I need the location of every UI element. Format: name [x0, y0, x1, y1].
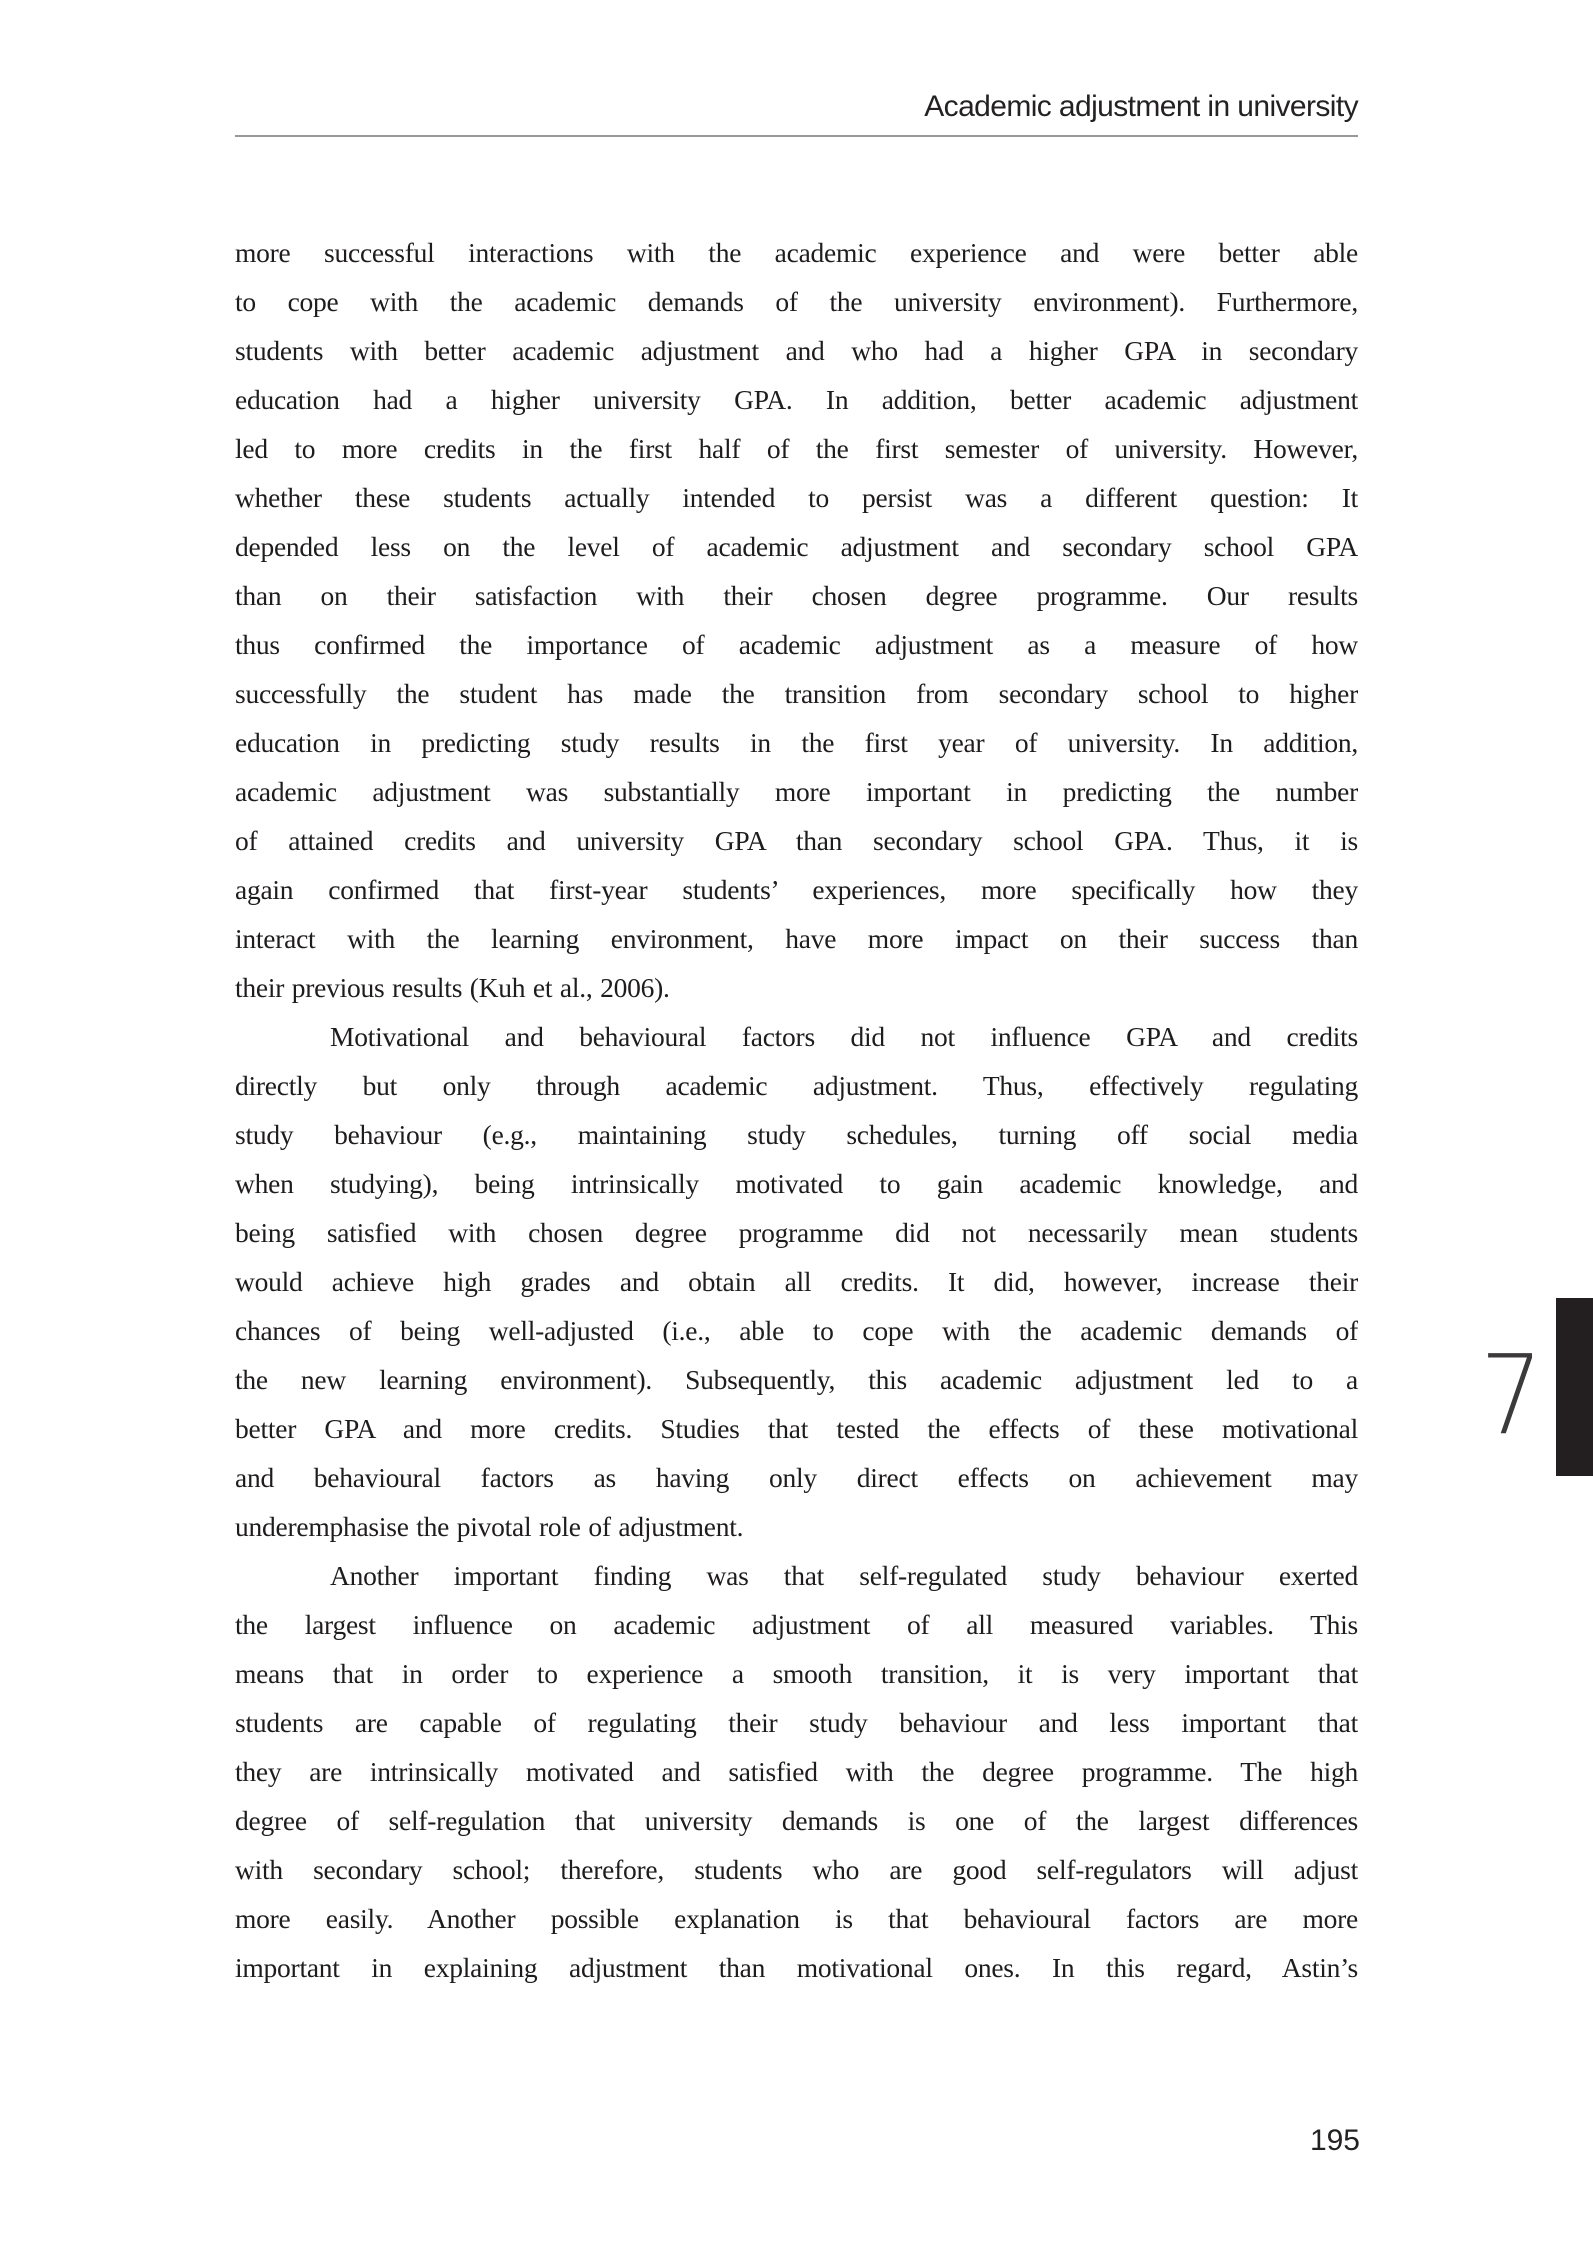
page-number: 195 — [1309, 2124, 1360, 2157]
body-line: the new learning environment). Subsequently, this academic adjustment led to a — [235, 1364, 1358, 1395]
body-line: underemphasise the pivotal role of adjustment. — [235, 1511, 744, 1542]
body-line: more successful interactions with the academic experience and were better able — [235, 237, 1358, 268]
body-line: directly but only through academic adjustment. Thus, effectively regulating — [235, 1070, 1358, 1101]
body-line: led to more credits in the first half of the first semester of university. However, — [235, 433, 1358, 464]
body-line: students are capable of regulating their study behaviour and less important that — [235, 1707, 1358, 1738]
body-line: education in predicting study results in the first year of university. In addition, — [235, 727, 1358, 758]
body-line: of attained credits and university GPA than secondary school GPA. Thus, it is — [235, 825, 1358, 856]
body-line: they are intrinsically motivated and satisfied with the degree programme. The high — [235, 1756, 1358, 1787]
header-rule — [235, 135, 1358, 137]
body-line: study behaviour (e.g., maintaining study schedules, turning off social media — [235, 1119, 1358, 1150]
body-line: with secondary school; therefore, students who are good self-regulators will adjust — [235, 1854, 1358, 1885]
body-line: interact with the learning environment, have more impact on their success than — [235, 923, 1358, 954]
body-line: means that in order to experience a smooth transition, it is very important that — [235, 1658, 1358, 1689]
paragraph — [235, 1012, 1358, 1551]
body-line: depended less on the level of academic adjustment and secondary school GPA — [235, 531, 1358, 562]
body-line: than on their satisfaction with their chosen degree programme. Our results — [235, 580, 1358, 611]
running-head: Academic adjustment in university — [924, 90, 1358, 123]
body-line: their previous results (Kuh et al., 2006). — [235, 972, 670, 1003]
body-line: Another important finding was that self-regulated study behaviour exerted — [330, 1560, 1358, 1591]
body-line: education had a higher university GPA. In addition, better academic adjustment — [235, 384, 1358, 415]
body-line: and behavioural factors as having only direct effects on achievement may — [235, 1462, 1358, 1493]
paragraph — [235, 1551, 1358, 1992]
body-line: when studying), being intrinsically motivated to gain academic knowledge, and — [235, 1168, 1358, 1199]
body-line: Motivational and behavioural factors did not influence GPA and credits — [330, 1021, 1358, 1052]
body-line: degree of self-regulation that university demands is one of the largest differences — [235, 1805, 1358, 1836]
body-line: better GPA and more credits. Studies that tested the effects of these motivational — [235, 1413, 1358, 1444]
body-line: would achieve high grades and obtain all credits. It did, however, increase their — [235, 1266, 1358, 1297]
body-text — [235, 228, 1358, 1992]
chapter-tab-block — [1556, 1298, 1593, 1476]
body-line: successfully the student has made the transition from secondary school to higher — [235, 678, 1358, 709]
body-line: again confirmed that first-year students’ experiences, more specifically how they — [235, 874, 1358, 905]
body-line: chances of being well-adjusted (i.e., able to cope with the academic demands of — [235, 1315, 1358, 1346]
body-line: to cope with the academic demands of the university environment). Furthermore, — [235, 286, 1358, 317]
body-line: thus confirmed the importance of academic adjustment as a measure of how — [235, 629, 1358, 660]
chapter-number: 7 — [1480, 1331, 1543, 1459]
body-line: the largest influence on academic adjustment of all measured variables. This — [235, 1609, 1358, 1640]
body-line: more easily. Another possible explanation is that behavioural factors are more — [235, 1903, 1358, 1934]
paragraph — [235, 228, 1358, 1012]
body-line: students with better academic adjustment and who had a higher GPA in secondary — [235, 335, 1358, 366]
body-line: academic adjustment was substantially more important in predicting the number — [235, 776, 1358, 807]
body-line: important in explaining adjustment than motivational ones. In this regard, Astin’s — [235, 1952, 1358, 1983]
body-line: being satisfied with chosen degree programme did not necessarily mean students — [235, 1217, 1358, 1248]
body-line: whether these students actually intended to persist was a different question: It — [235, 482, 1358, 513]
